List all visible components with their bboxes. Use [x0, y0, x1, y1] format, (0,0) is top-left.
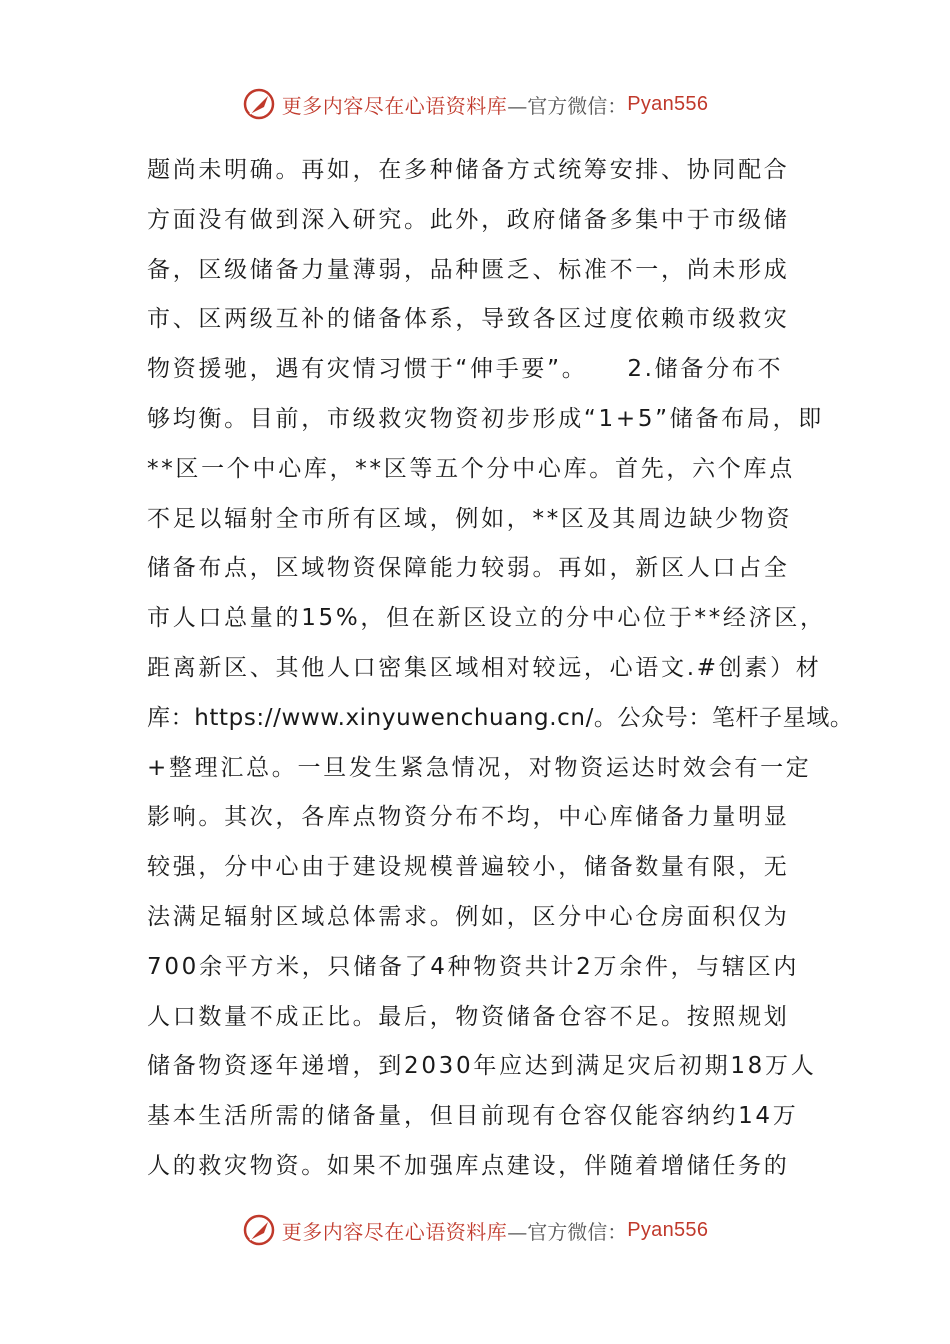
- banner-separator: —官方微信：: [507, 93, 628, 118]
- banner-separator: —官方微信：: [507, 1219, 628, 1244]
- body-line: 人的救灾物资。如果不加强库点建设，伴随着增储任务的: [147, 1152, 790, 1179]
- body-line: 储备布点，区域物资保障能力较弱。再如，新区人口占全: [147, 555, 790, 582]
- body-line-url: 库：https://www.xinyuwenchuang.cn/。公众号：笔杆子星域。: [147, 704, 854, 731]
- body-line: 700余平方米，只储备了4种物资共计2万余件，与辖区内: [147, 953, 800, 980]
- body-line: 方面没有做到深入研究。此外，政府储备多集中于市级储: [147, 206, 790, 233]
- footer-banner: [0, 1210, 950, 1250]
- header-banner: [0, 84, 950, 124]
- body-line: 距离新区、其他人口密集区域相对较远，心语文.#创素）材: [147, 654, 822, 681]
- body-line: 基本生活所需的储备量，但目前现有仓容仅能容纳约14万: [147, 1103, 799, 1130]
- quill-logo-icon: [242, 1213, 276, 1247]
- body-line: 法满足辐射区域总体需求。例如，区分中心仓房面积仅为: [147, 903, 790, 930]
- body-line: 市、区两级互补的储备体系，导致各区过度依赖市级救灾: [147, 306, 790, 333]
- body-line: 人口数量不成正比。最后，物资储备仓容不足。按照规划: [147, 1003, 790, 1030]
- banner-wechat-id: Pyan556: [627, 1218, 709, 1241]
- body-line: 市人口总量的15%，但在新区设立的分中心位于**经济区，: [147, 605, 826, 632]
- banner-title: 更多内容尽在心语资料库: [281, 93, 508, 118]
- body-line: +整理汇总。一旦发生紧急情况，对物资运达时效会有一定: [147, 754, 812, 781]
- banner-title: 更多内容尽在心语资料库: [281, 1219, 508, 1244]
- body-line: 题尚未明确。再如，在多种储备方式统筹安排、协同配合: [147, 157, 790, 183]
- body-line: 较强，分中心由于建设规模普遍较小，储备数量有限，无: [147, 854, 790, 881]
- body-line: 影响。其次，各库点物资分布不均，中心库储备力量明显: [147, 804, 790, 831]
- body-line: 够均衡。目前，市级救灾物资初步形成“1+5”储备布局，即: [147, 405, 824, 432]
- body-line: 备，区级储备力量薄弱，品种匮乏、标准不一，尚未形成: [147, 256, 790, 283]
- banner-wechat-id: Pyan556: [627, 92, 709, 115]
- document-body: [147, 146, 854, 1192]
- body-line: 不足以辐射全市所有区域，例如，**区及其周边缺少物资: [147, 505, 793, 532]
- body-line: **区一个中心库，**区等五个分中心库。首先，六个库点: [147, 455, 795, 482]
- body-line: 物资援驰，遇有灾情习惯于“伸手要”。 2.储备分布不: [147, 356, 784, 383]
- body-line: 储备物资逐年递增，到2030年应达到满足灾后初期18万人: [147, 1053, 817, 1080]
- quill-logo-icon: [242, 87, 276, 121]
